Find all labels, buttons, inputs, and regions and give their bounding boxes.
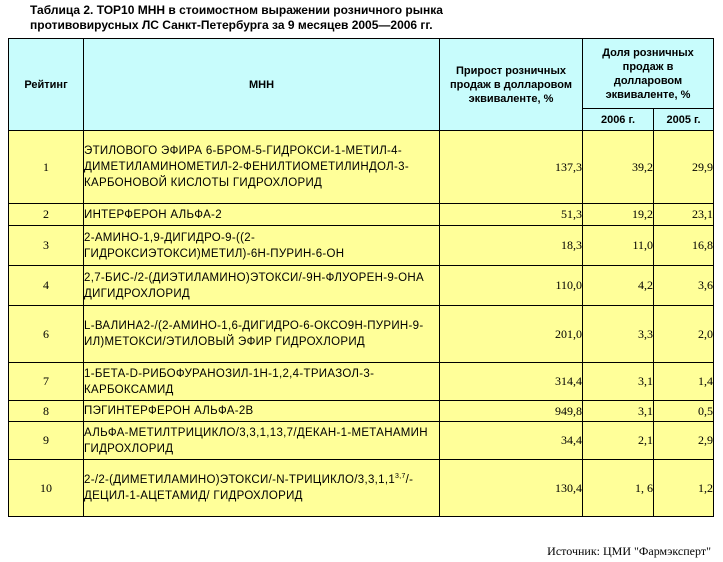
share-2006-cell: 3,1 — [583, 363, 654, 401]
header-share: Доля розничных продаж в долларовом эквиваленте, % — [583, 39, 714, 109]
share-2006-cell: 3,3 — [583, 306, 654, 363]
table-row — [9, 460, 714, 517]
mnn-cell: 1-БЕТА-D-РИБОФУРАНОЗИЛ-1Н-1,2,4-ТРИАЗОЛ-3-КАРБОКСАМИД — [84, 363, 440, 401]
table-row — [9, 422, 714, 460]
header-rank: Рейтинг — [9, 39, 84, 131]
share-2005-cell: 23,1 — [654, 204, 714, 226]
share-2006-cell: 1, 6 — [583, 460, 654, 517]
growth-cell: 949,8 — [440, 401, 583, 422]
mnn-cell: ЭТИЛОВОГО ЭФИРА 6-БРОМ-5-ГИДРОКСИ-1-МЕТИЛ-4-ДИМЕТИЛАМИНОМЕТИЛ-2-ФЕНИЛТИОМЕТИЛИНДОЛ-3-КАРБОНОВОЙ КИСЛОТЫ ГИДРОХЛОРИД — [84, 131, 440, 204]
table-row — [9, 306, 714, 363]
table-row — [9, 131, 714, 204]
header-2006: 2006 г. — [583, 109, 654, 131]
table-row — [9, 266, 714, 306]
share-2005-cell: 2,9 — [654, 422, 714, 460]
mnn-superscript: 3,7 — [395, 473, 406, 481]
table-row — [9, 204, 714, 226]
rank-cell: 7 — [9, 363, 84, 401]
header-2005: 2005 г. — [654, 109, 714, 131]
share-2005-cell: 29,9 — [654, 131, 714, 204]
table-caption — [30, 3, 500, 33]
header-mnn: МНН — [84, 39, 440, 131]
share-2006-cell: 4,2 — [583, 266, 654, 306]
table-row — [9, 401, 714, 422]
source-note: Источник: ЦМИ "Фармэксперт" — [547, 544, 711, 558]
mnn-cell: АЛЬФА-МЕТИЛТРИЦИКЛО/3,3,1,13,7/ДЕКАН-1-МЕТАНАМИН ГИДРОХЛОРИД — [84, 422, 440, 460]
mnn-cell — [84, 460, 440, 517]
mnn-text-end: /-ДЕЦИЛ-1-АЦЕТАМИД/ ГИДРОХЛОРИД — [84, 474, 414, 502]
rank-cell: 3 — [9, 226, 84, 266]
growth-cell: 130,4 — [440, 460, 583, 517]
growth-cell: 18,3 — [440, 226, 583, 266]
mnn-cell: 2-АМИНО-1,9-ДИГИДРО-9-((2-ГИДРОКСИЭТОКСИ)МЕТИЛ)-6Н-ПУРИН-6-ОН — [84, 226, 440, 266]
header-growth: Прирост розничных продаж в долларовом эквиваленте, % — [440, 39, 583, 131]
rank-cell: 1 — [9, 131, 84, 204]
mnn-cell: 2,7-БИС-/2-(ДИЭТИЛАМИНО)ЭТОКСИ/-9Н-ФЛУОРЕН-9-ОНА ДИГИДРОХЛОРИД — [84, 266, 440, 306]
rank-cell: 6 — [9, 306, 84, 363]
share-2006-cell: 3,1 — [583, 401, 654, 422]
share-2005-cell: 1,2 — [654, 460, 714, 517]
share-2006-cell: 11,0 — [583, 226, 654, 266]
table-row — [9, 226, 714, 266]
mnn-text-start: 2-/2-(ДИМЕТИЛАМИНО)ЭТОКСИ/-N-ТРИЦИКЛО/3,3,1,1 — [84, 474, 396, 486]
share-2005-cell: 1,4 — [654, 363, 714, 401]
rank-cell: 2 — [9, 204, 84, 226]
rank-cell: 8 — [9, 401, 84, 422]
caption-line-2: противовирусных ЛС Санкт-Петербурга за 9 месяцев 2005—2006 гг. — [30, 18, 433, 32]
share-2006-cell: 39,2 — [583, 131, 654, 204]
share-2005-cell: 3,6 — [654, 266, 714, 306]
share-2005-cell: 2,0 — [654, 306, 714, 363]
growth-cell: 51,3 — [440, 204, 583, 226]
mnn-cell: ПЭГИНТЕРФЕРОН АЛЬФА-2В — [84, 401, 440, 422]
growth-cell: 314,4 — [440, 363, 583, 401]
mnn-table — [8, 38, 714, 517]
share-2005-cell: 16,8 — [654, 226, 714, 266]
growth-cell: 201,0 — [440, 306, 583, 363]
growth-cell: 110,0 — [440, 266, 583, 306]
rank-cell: 10 — [9, 460, 84, 517]
growth-cell: 137,3 — [440, 131, 583, 204]
mnn-cell: L-ВАЛИНА2-/(2-АМИНО-1,6-ДИГИДРО-6-ОКСО9Н-ПУРИН-9-ИЛ)МЕТОКСИ/ЭТИЛОВЫЙ ЭФИР ГИДРОХЛОРИД — [84, 306, 440, 363]
share-2006-cell: 2,1 — [583, 422, 654, 460]
growth-cell: 34,4 — [440, 422, 583, 460]
share-2005-cell: 0,5 — [654, 401, 714, 422]
table-row — [9, 363, 714, 401]
share-2006-cell: 19,2 — [583, 204, 654, 226]
caption-line-1: Таблица 2. ТОР10 МНН в стоимостном выражении розничного рынка — [30, 3, 443, 17]
rank-cell: 4 — [9, 266, 84, 306]
rank-cell: 9 — [9, 422, 84, 460]
mnn-cell: ИНТЕРФЕРОН АЛЬФА-2 — [84, 204, 440, 226]
